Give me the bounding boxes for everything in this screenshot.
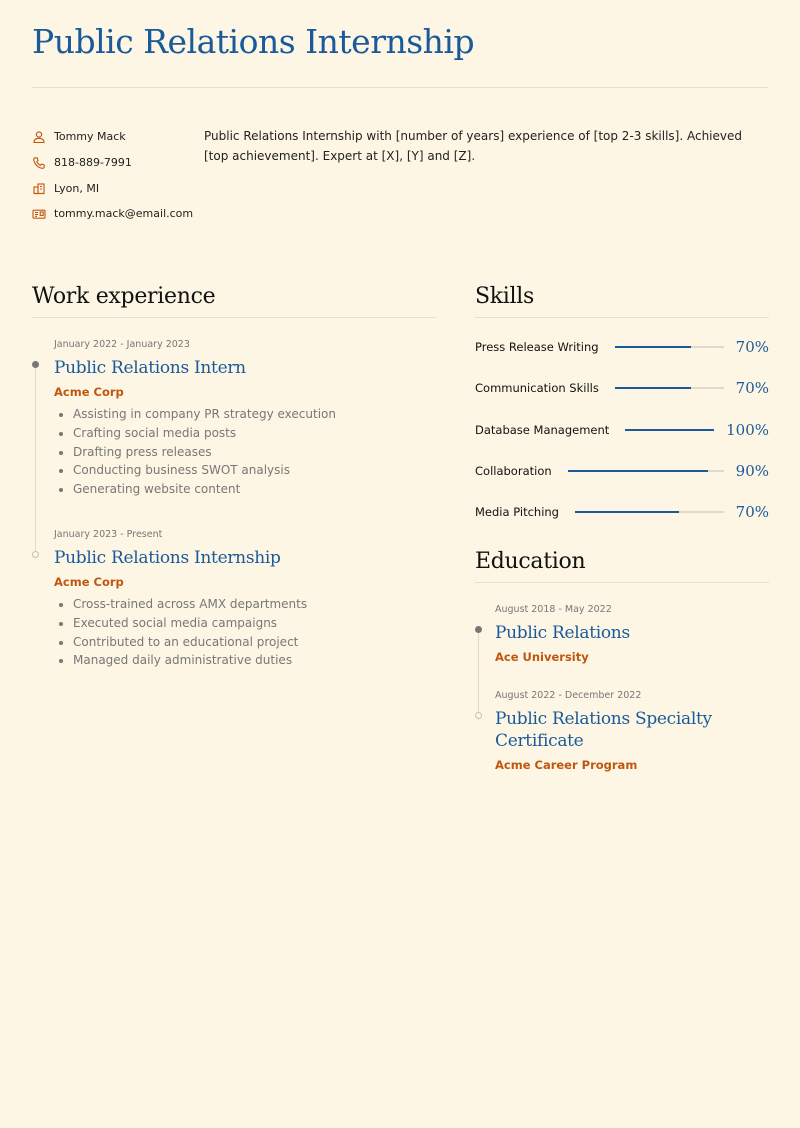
skill-percent: 70% xyxy=(735,503,769,521)
entry-organization: Ace University xyxy=(495,650,589,664)
skill-row xyxy=(475,420,769,440)
entry-title: Public Relations Internship xyxy=(54,547,281,568)
skill-percent: 90% xyxy=(735,462,769,480)
skill-bar-fill xyxy=(625,429,714,431)
skill-bar-fill xyxy=(575,511,679,513)
bullet-item: • Conducting business SWOT analysis xyxy=(73,461,436,480)
skill-percent: 70% xyxy=(735,338,769,356)
skill-name: Communication Skills xyxy=(475,381,599,395)
bullet-item: • Executed social media campaigns xyxy=(73,614,436,633)
education-entry xyxy=(475,603,769,667)
person-icon xyxy=(32,130,46,144)
entry-organization: Acme Corp xyxy=(54,574,124,589)
entry-organization: Acme Career Program xyxy=(495,758,638,772)
entry-title: Public Relations xyxy=(495,623,630,643)
bullet-item: • Drafting press releases xyxy=(73,443,436,462)
contact-name xyxy=(32,124,202,150)
work-timeline xyxy=(32,338,436,670)
work-entry xyxy=(32,338,436,499)
bullet-item: • Cross-trained across AMX departments xyxy=(73,595,436,614)
skill-bar xyxy=(575,511,724,513)
contact-location-text: Lyon, MI xyxy=(54,181,100,195)
page-title: Public Relations Internship xyxy=(32,22,475,61)
phone-icon xyxy=(32,156,46,170)
work-experience-heading: Work experience xyxy=(32,284,216,309)
contact-email-text: tommy.mack@email.com xyxy=(54,207,194,221)
skill-percent: 70% xyxy=(735,379,769,397)
timeline-dot xyxy=(32,361,39,368)
skill-row xyxy=(475,502,769,522)
timeline-dot xyxy=(32,551,39,558)
skill-bar xyxy=(615,387,724,389)
education-divider xyxy=(475,582,769,583)
skill-name: Press Release Writing xyxy=(475,340,599,354)
email-icon xyxy=(32,207,46,221)
skill-name: Media Pitching xyxy=(475,505,559,519)
contact-location xyxy=(32,175,202,201)
entry-dates: January 2022 - January 2023 xyxy=(54,339,190,350)
skill-bar-fill xyxy=(615,387,691,389)
skills-section xyxy=(475,284,769,521)
bullet-item: • Crafting social media posts xyxy=(73,424,436,443)
bullet-item: • Managed daily administrative duties xyxy=(73,651,436,670)
contact-phone xyxy=(32,150,202,176)
skill-bar xyxy=(625,429,714,431)
skill-percent: 100% xyxy=(726,421,769,439)
contact-list xyxy=(32,124,202,227)
contact-phone-text: 818-889-7991 xyxy=(54,156,132,170)
entry-organization: Acme Corp xyxy=(54,385,124,399)
timeline-dot xyxy=(475,626,482,633)
skill-row xyxy=(475,337,769,357)
skills-divider xyxy=(475,317,769,318)
education-timeline xyxy=(475,603,769,775)
entry-dates: August 2018 - May 2022 xyxy=(495,604,612,615)
education-section xyxy=(475,549,769,775)
education-entry xyxy=(475,689,769,775)
contact-name-text: Tommy Mack xyxy=(54,130,126,144)
skill-bar-fill xyxy=(615,346,691,348)
header-divider xyxy=(32,87,768,88)
entry-title: Public Relations Specialty Certificate xyxy=(495,709,712,751)
skill-bar-fill xyxy=(568,470,708,472)
skill-name: Collaboration xyxy=(475,464,552,478)
entry-title: Public Relations Intern xyxy=(54,358,246,378)
work-entry xyxy=(32,528,436,670)
work-experience-section xyxy=(32,284,436,670)
summary: Public Relations Internship with [number of years] experience of [top 2-3 skills]. Achieved [top achievement]. Expert at [X], [Y] and [Z]. xyxy=(204,129,743,163)
skill-row xyxy=(475,461,769,481)
work-experience-divider xyxy=(32,317,436,318)
bullet-item: • Assisting in company PR strategy execution xyxy=(73,405,436,424)
location-icon xyxy=(32,181,46,195)
timeline-dot xyxy=(475,712,482,719)
skill-name: Database Management xyxy=(475,423,610,437)
bullet-item: • Generating website content xyxy=(73,480,436,499)
entry-bullets xyxy=(54,595,436,670)
entry-dates: August 2022 - December 2022 xyxy=(495,690,642,701)
skill-row xyxy=(475,378,769,398)
education-heading: Education xyxy=(475,549,586,574)
bullet-item: • Contributed to an educational project xyxy=(73,633,436,652)
skill-bar xyxy=(568,470,724,472)
entry-dates: January 2023 - Present xyxy=(54,528,163,540)
contact-email xyxy=(32,201,202,227)
skills-heading: Skills xyxy=(475,284,535,309)
skill-bar xyxy=(615,346,724,348)
entry-bullets xyxy=(54,405,436,499)
